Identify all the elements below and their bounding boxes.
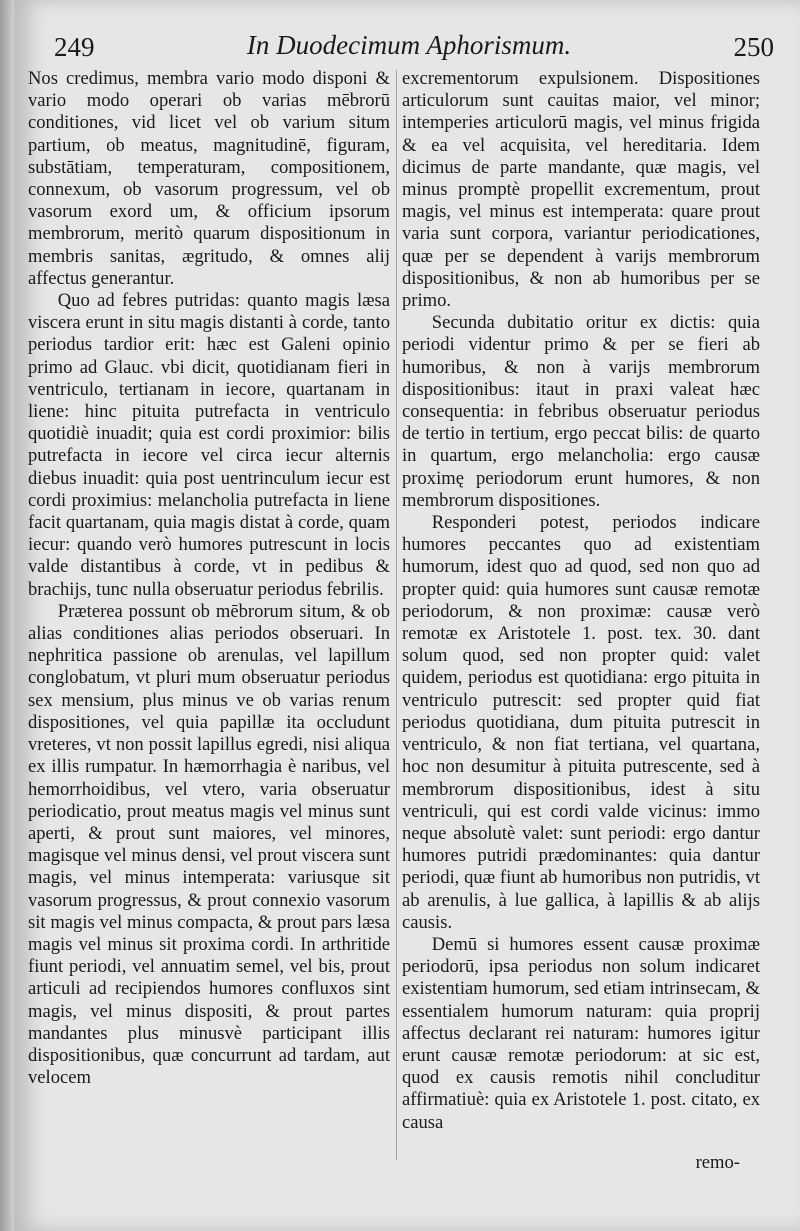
paragraph: excrementorum expulsionem. Dispositiones articulorum sunt cauitas maior, vel minor; intemperies articulorū magis, vel minus frigida & ea vel acquisita, vel hereditaria. Idem dicimus de parte mandante, quæ magis, vel minus promptè propellit excrementum, prout magis, vel minus est intemperata: quare prout varia sunt corpora, variantur periodicationes, quæ per se dependent à varijs membrorum dispositionibus, & non ab humoribus per se primo. — [402, 68, 760, 312]
paragraph: Præterea possunt ob mēbrorum situm, & ob alias conditiones alias periodos obseruari. In nephritica passione ob arenulas, vel lapillum conglobatum, vt pluri mum obseruatur periodus sex mensium, plus minus ve ob varias renum dispositiones, vel quia papillæ ita occludunt vreteres, vt non possit lapillus egredi, nisi aliqua ex illis rumpatur. In hæmorrhagia è naribus, vel hemorrhoidibus, vel vtero, varia obseruatur periodicatio, prout meatus magis vel minus sunt aperti, & prout sunt maiores, vel minores, magisque vel minus densi, vel prout viscera sunt magis, vel minus intemperata: variusque sit vasorum progressus, & prout connexio vasorum sit magis vel minus compacta, & prout pars læsa magis vel minus sit proxima cordi. In arthritide fiunt periodi, vel annuatim semel, vel bis, prout articuli ad recipiendos humores confluxos sint magis, vel minus dispositi, & prout partes mandantes plus minusvè participant illis dispositionibus, quæ concurrunt ad tardam, aut velocem — [28, 600, 390, 1089]
running-title: In Duodecimum Aphorismum. — [246, 30, 572, 60]
column-divider — [396, 70, 397, 1160]
catchword: remo- — [695, 1152, 740, 1173]
right-text-column — [402, 68, 760, 1134]
paragraph: Responderi potest, periodos indicare humores peccantes quo ad existentiam humorum, idest quo ad quod, sed non quo ad propter quid: quia humores sunt causæ remotæ periodorum, & non proximæ: causæ verò remotæ ex Aristotele 1. post. tex. 30. dant solum quod, sed non propter quid: valet quidem, periodus est quotidiana: ergo pituita in ventriculo putrescit: sed propter quid fiat periodus quotidiana, dum pituita putrescit in ventriculo, & non fiat tertiana, vel quartana, hoc non desumitur à pituita putrescente, sed à membrorum dispositionibus, idest à situ ventriculi, qui est cordi valde vicinus: immo neque absolutè valet: sunt periodi: ergo dantur humores putridi prædominantes: quia dantur periodi, quæ fiunt ab humoribus non putridis, vt ab arenulis, à lue gallica, à lapillis & ab alijs causis. — [402, 512, 760, 933]
paragraph: Nos credimus, membra vario modo disponi & vario modo operari ob varias mēbrorū conditiones, vid licet vel ob varium situm partium, ob meatus, magnitudinē, figuram, substātiam, temperaturam, compositionem, connexum, ob vasorum progressum, vel ob vasorum exord um, & officium ipsorum membrorum, meritò quarum dispositionum in membris sanitas, ægritudo, & omnes alij affectus generantur. — [28, 68, 390, 289]
paragraph: Demū si humores essent causæ proximæ periodorū, ipsa periodus non solum indicaret existentiam humorum, sed etiam intrinsecam, & essentialem humorum naturam: quia proprij affectus declarant rei naturam: humores igitur erunt causæ remotæ periodorum: at sic est, quod ex causis remotis nihil concluditur affirmatiuè: quia ex Aristotele 1. post. citato, ex causa — [402, 933, 760, 1133]
right-page-number: 250 — [733, 32, 774, 62]
paragraph: Quo ad febres putridas: quanto magis læsa viscera erunt in situ magis distanti à corde, tanto periodus tardior erit: hæc est Galeni opinio primo ad Glauc. vbi dicit, quotidianam fieri in ventriculo, tertianam in iecore, quartanam in liene: hinc pituita putrefacta in ventriculo quotidiè inuadit; quia est cordi proximior: bilis putrefacta in iecore vel circa iecur alternis diebus inuadit: quia post uentrinculum iecur est cordi proximius: melancholia putrefacta in liene facit quartanam, quia magis distat à corde, quam iecur: quando verò humores putrescunt in locis valde distantibus à corde, vt in pedibus & brachijs, tunc nulla obseruatur periodus febrilis. — [28, 290, 390, 600]
left-text-column — [28, 68, 390, 1089]
page-fold-shadow — [0, 0, 14, 1231]
left-page-number: 249 — [54, 32, 95, 62]
paragraph: Secunda dubitatio oritur ex dictis: quia periodi videntur primo & per se fieri ab humoribus, & non à varijs membrorum dispositionibus: itaut in praxi valeat hæc consequentia: in febribus obseruatur periodus de tertio in tertium, ergo peccat bilis: de quarto in quartum, ergo melancholia: ergo causæ proximę periodorum erunt humores, & non membrorum dispositiones. — [402, 312, 760, 511]
page-header — [44, 30, 774, 70]
